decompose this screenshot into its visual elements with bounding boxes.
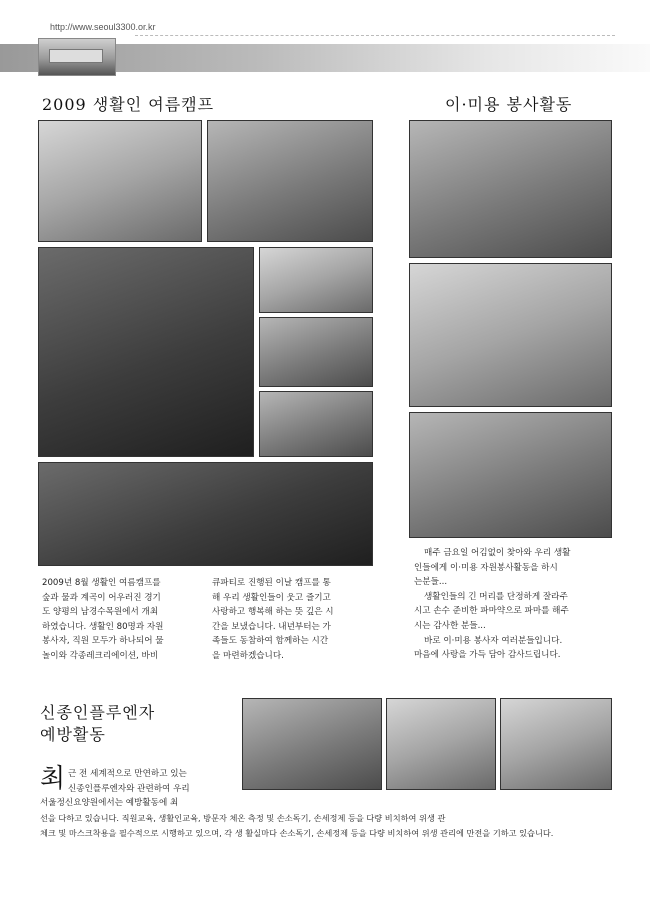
beauty-photo-haircut-3	[409, 412, 612, 538]
text-line: 을 마련하겠습니다.	[212, 650, 284, 661]
text-line: 해 우리 생활인들이 웃고 즐기고	[212, 592, 331, 603]
flu-drop-cap: 최	[40, 764, 66, 794]
flu-text-bottom	[40, 811, 553, 840]
beauty-title: 이·미용 봉사활동	[445, 95, 573, 114]
text-line: 체크 및 마스크착용을 필수적으로 시행하고 있으며, 각 생 활실마다 손소독기, 손세정제 등을 다량 비치하여 위생 관리에 만전을 기하고 있습니다.	[40, 827, 554, 838]
text-line: 봉사자, 직원 모두가 하나되어 물	[42, 636, 164, 647]
camp-title: 2009 생활인 여름캠프	[42, 95, 215, 114]
site-url: http://www.seoul3300.or.kr	[50, 22, 156, 32]
text-line: 하였습니다. 생활인 80명과 자원	[42, 621, 164, 632]
text-line: 인들에게 이·미용 자원봉사활동을 하시	[414, 562, 558, 573]
camp-text-left	[42, 576, 164, 664]
flu-title-line1: 신종인플루엔자	[40, 703, 156, 722]
text-line: 간을 보냈습니다. 내년부터는 가	[212, 621, 331, 632]
text-line: 시고 손수 준비한 파마약으로 파마를 해주	[414, 606, 569, 617]
beauty-text	[414, 546, 570, 663]
text-line: 매주 금요일 어김없이 찾아와 우리 생활	[424, 548, 571, 558]
flu-photo-temperature-check	[386, 698, 496, 790]
header-building-photo	[38, 38, 116, 76]
text-line: 큐파티로 진행된 이날 캠프를 통	[212, 578, 331, 588]
text-line: 족들도 동참하여 함께하는 시간	[212, 636, 329, 647]
camp-photo-group-women	[38, 247, 254, 457]
camp-text-right	[212, 576, 334, 664]
beauty-photo-haircut-2	[409, 263, 612, 407]
text-line: 놀이와 각종레크리에이션, 바비	[42, 650, 159, 661]
text-line: 신종인플루엔자와 관련하여 우리	[68, 783, 190, 794]
camp-photo-games	[259, 247, 373, 313]
flu-text-line3: 서울정신요양원에서는 예방활동에 최	[40, 798, 179, 808]
camp-photo-water-play	[207, 120, 373, 242]
beauty-photo-haircut-1	[409, 120, 612, 258]
text-line: 생활인들의 긴 머리를 단정하게 잘라주	[424, 591, 568, 602]
text-line: 는분들...	[414, 577, 448, 588]
text-line: 근 전 세계적으로 만연하고 있는	[68, 769, 187, 779]
flu-photo-education	[242, 698, 382, 790]
text-line: 선을 다하고 있습니다. 직원교육, 생활인교육, 방문자 체온 측정 및 손소독기, 손세정제 등을 다량 비치하여 위생 관	[40, 813, 446, 823]
text-line: 도 양평의 남경수목원에서 개최	[42, 607, 159, 618]
text-line: 숲과 물과 계곡이 어우러진 경기	[42, 592, 161, 603]
camp-photo-dance	[259, 317, 373, 387]
text-line: 마음에 사랑을 가득 담아 감사드립니다.	[414, 650, 561, 661]
camp-photo-stream-walk	[38, 120, 202, 242]
flu-title-line2: 예방활동	[40, 725, 106, 744]
text-line: 2009년 8월 생활인 여름캠프를	[42, 578, 161, 588]
camp-photo-barbecue	[259, 391, 373, 457]
flu-text-top	[68, 767, 190, 796]
text-line: 바로 이·미용 봉사자 여러분들입니다.	[424, 635, 563, 646]
text-line: 시는 감사한 분들...	[414, 620, 486, 631]
flu-photo-hand-sanitizer	[500, 698, 612, 790]
header-divider	[135, 35, 615, 36]
text-line: 사랑하고 행복해 하는 뜻 깊은 시	[212, 607, 334, 618]
camp-photo-group-banner	[38, 462, 373, 566]
